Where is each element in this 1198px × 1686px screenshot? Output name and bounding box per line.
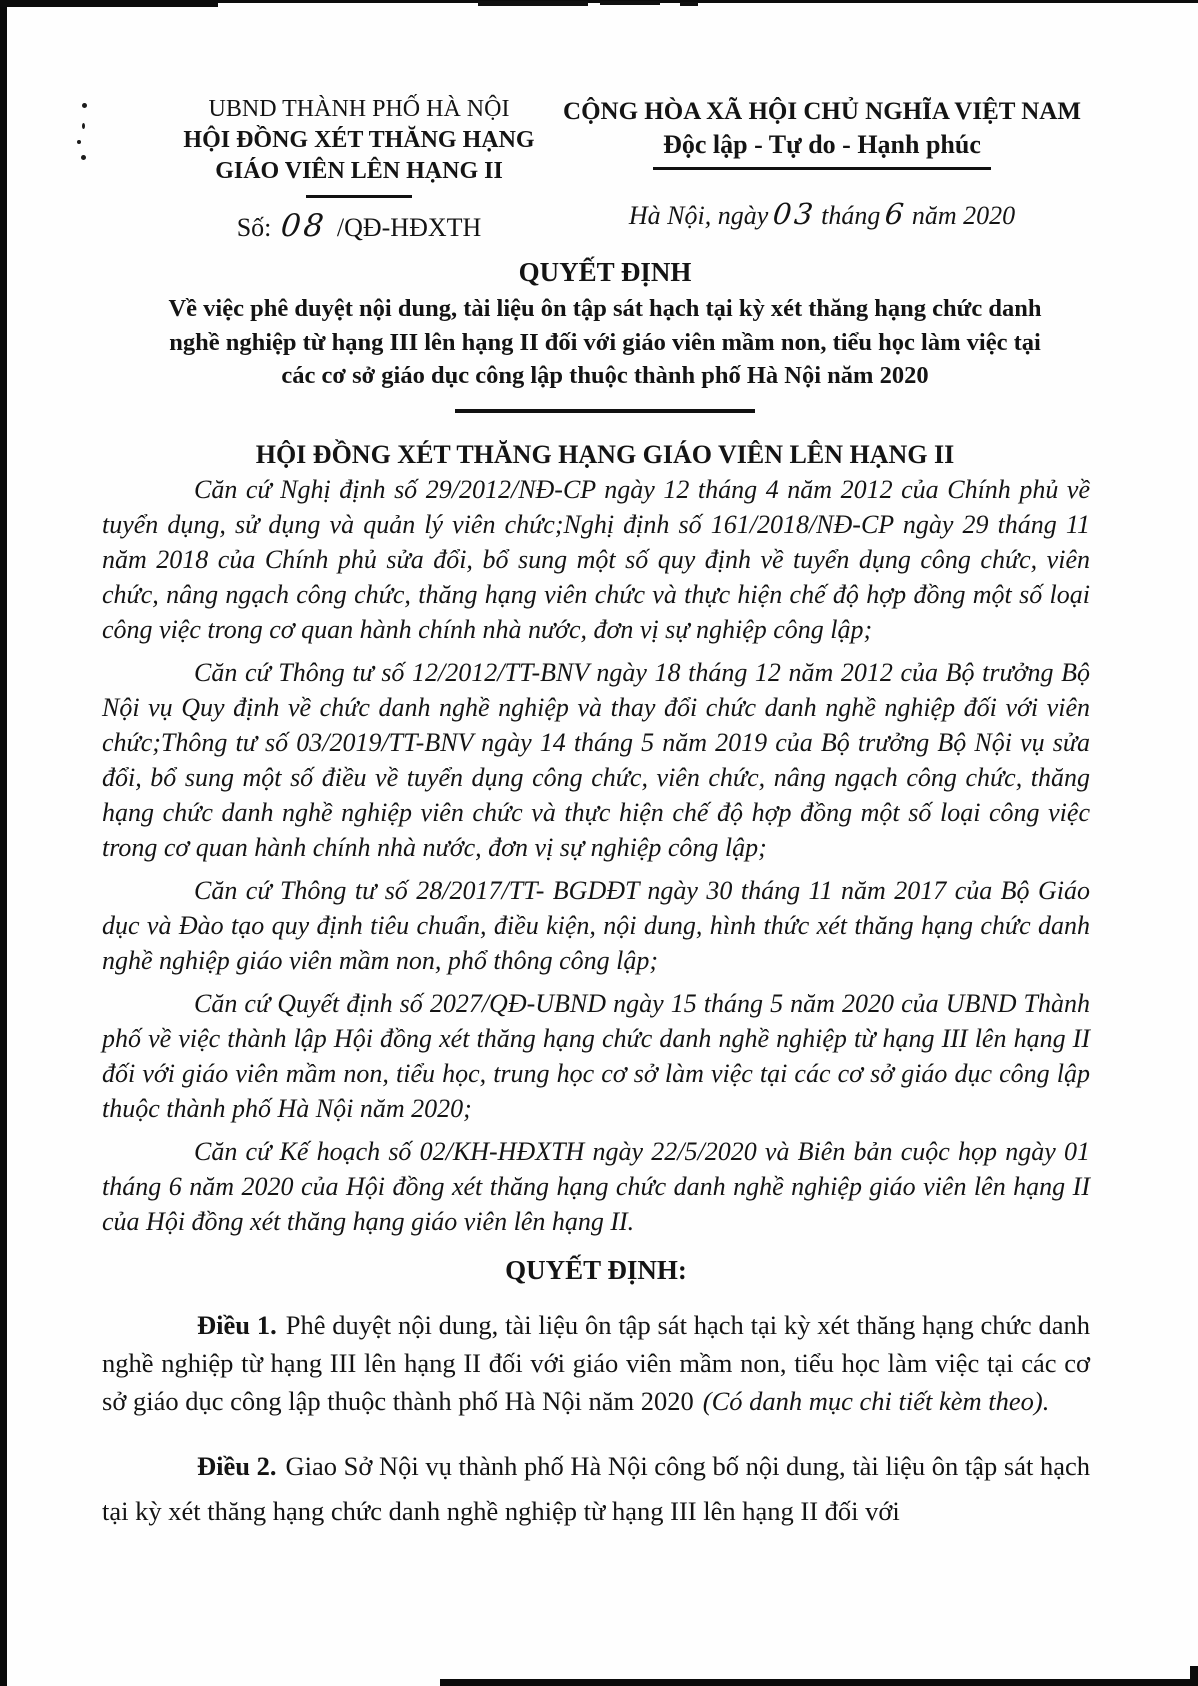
scan-speck <box>82 123 85 129</box>
scan-edge-top-dash <box>478 1 588 6</box>
scan-edge-left <box>0 0 7 1686</box>
national-motto: Độc lập - Tự do - Hạnh phúc <box>663 130 981 159</box>
document-title-block <box>100 256 1110 413</box>
scan-speck <box>81 155 86 160</box>
issuing-authority-block <box>118 94 600 244</box>
org-underline-rule <box>306 195 412 198</box>
title-subtitle-line: Về việc phê duyệt nội dung, tài liệu ôn tập sát hạch tại kỳ xét thăng hạng chức danh <box>168 295 1042 322</box>
scan-edge-bottom <box>440 1679 1198 1686</box>
recital-paragraph: Căn cứ Thông tư số 12/2012/TT-BNV ngày 18 tháng 12 năm 2012 của Bộ trưởng Bộ Nội vụ Quy định về chức danh nghề nghiệp và thay đổi chức danh nghề nghiệp đối với viên chức;Thông tư số 03/2019/TT-BNV ngày 14 tháng 5 năm 2019 của Bộ trưởng Bộ Nội vụ sửa đổi, bổ sung một số điều về tuyển dụng công chức, viên chức, nâng ngạch công chức, thăng hạng chức danh nghề nghiệp viên chức và thực hiện chế độ hợp đồng một số loại công việc trong cơ quan hành chính nhà nước, đơn vị sự nghiệp công lập; <box>102 658 1090 862</box>
recital-paragraph: Căn cứ Thông tư số 28/2017/TT- BGDĐT ngày 30 tháng 11 năm 2017 của Bộ Giáo dục và Đào tạo quy định tiêu chuẩn, điều kiện, nội dung, hình thức xét thăng hạng chức danh nghề nghiệp giáo viên mầm non, phổ thông công lập; <box>102 876 1090 975</box>
national-name: CỘNG HÒA XÃ HỘI CHỦ NGHĨA VIỆT NAM <box>563 98 1081 125</box>
date-prefix: Hà Nội, ngày <box>628 201 769 230</box>
date-suffix: năm 2020 <box>911 201 1016 230</box>
document-number-suffix: /QĐ-HĐXTH <box>336 213 482 242</box>
place-date-line <box>552 197 1092 231</box>
org-name-line1: HỘI ĐỒNG XÉT THĂNG HẠNG <box>183 127 535 153</box>
title-underline-rule <box>455 409 755 413</box>
org-name-line2: GIÁO VIÊN LÊN HẠNG II <box>215 158 503 184</box>
date-month-handwritten: 6 <box>883 197 909 231</box>
motto-underline-rule <box>653 167 991 170</box>
title-subtitle-line: các cơ sở giáo dục công lập thuộc thành phố Hà Nội năm 2020 <box>281 362 929 389</box>
date-mid: tháng <box>821 201 881 230</box>
article-2-paragraph <box>102 1444 1090 1534</box>
article-1-attachment-note: (Có danh mục chi tiết kèm theo). <box>702 1386 1050 1416</box>
deciding-authority-heading: HỘI ĐỒNG XÉT THĂNG HẠNG GIÁO VIÊN LÊN HẠNG II <box>255 440 955 469</box>
article-1-text: Phê duyệt nội dung, tài liệu ôn tập sát hạch tại kỳ xét thăng hạng chức danh nghề nghiệp từ hạng III lên hạng II đối với giáo viên mầm non, tiểu học làm việc tại các cơ sở giáo dục công lập thuộc thành phố Hà Nội năm 2020 <box>102 1310 1090 1416</box>
scan-edge-top-thick <box>0 0 218 7</box>
article-1-label: Điều 1. <box>197 1310 277 1340</box>
national-header-block <box>552 96 1092 231</box>
scan-edge-top-dash <box>680 2 698 6</box>
recital-paragraph: Căn cứ Quyết định số 2027/QĐ-UBND ngày 15 tháng 5 năm 2020 của UBND Thành phố về việc thành lập Hội đồng xét thăng hạng chức danh nghề nghiệp từ hạng III lên hạng II đối với giáo viên mầm non, tiểu học, trung học cơ sở làm việc tại các cơ sở giáo dục công lập thuộc thành phố Hà Nội năm 2020; <box>102 989 1090 1123</box>
document-number-line <box>118 208 600 244</box>
article-1-paragraph <box>102 1306 1090 1420</box>
date-day-handwritten: 03 <box>771 197 818 231</box>
recital-paragraph: Căn cứ Kế hoạch số 02/KH-HĐXTH ngày 22/5/2020 và Biên bản cuộc họp ngày 01 tháng 6 năm 2020 của Hội đồng xét thăng hạng chức danh nghề nghiệp giáo viên lên hạng II của Hội đồng xét thăng hạng giáo viên lên hạng II. <box>102 1137 1090 1236</box>
document-body <box>102 472 1090 1534</box>
parent-org-name: UBND THÀNH PHỐ HÀ NỘI <box>208 96 510 122</box>
scan-edge-bottom-tick <box>1190 1666 1198 1686</box>
scan-edge-top-dash <box>600 1 660 5</box>
document-type-heading: QUYẾT ĐỊNH <box>518 257 692 287</box>
scan-speck <box>77 140 81 144</box>
article-2-label: Điều 2. <box>197 1451 277 1481</box>
article-2-text: Giao Sở Nội vụ thành phố Hà Nội công bố nội dung, tài liệu ôn tập sát hạch tại kỳ xét thăng hạng chức danh nghề nghiệp từ hạng III lên hạng II đối với <box>102 1451 1091 1526</box>
recital-paragraph: Căn cứ Nghị định số 29/2012/NĐ-CP ngày 12 tháng 4 năm 2012 của Chính phủ về tuyển dụng, sử dụng và quản lý viên chức;Nghị định số 161/2018/NĐ-CP ngày 29 tháng 11 năm 2018 của Chính phủ sửa đổi, bổ sung một số quy định về tuyển dụng công chức, viên chức, nâng ngạch công chức, thăng hạng viên chức và thực hiện chế độ hợp đồng một số loại công việc trong cơ quan hành chính nhà nước, đơn vị sự nghiệp công lập; <box>102 475 1090 644</box>
document-number-label: Số: <box>236 213 272 242</box>
decision-heading: QUYẾT ĐỊNH: <box>505 1255 687 1285</box>
scan-speck <box>82 103 87 108</box>
document-number-handwritten: 08 <box>279 208 329 244</box>
title-subtitle-line: nghề nghiệp từ hạng III lên hạng II đối với giáo viên mầm non, tiểu học làm việc tại <box>169 328 1041 356</box>
